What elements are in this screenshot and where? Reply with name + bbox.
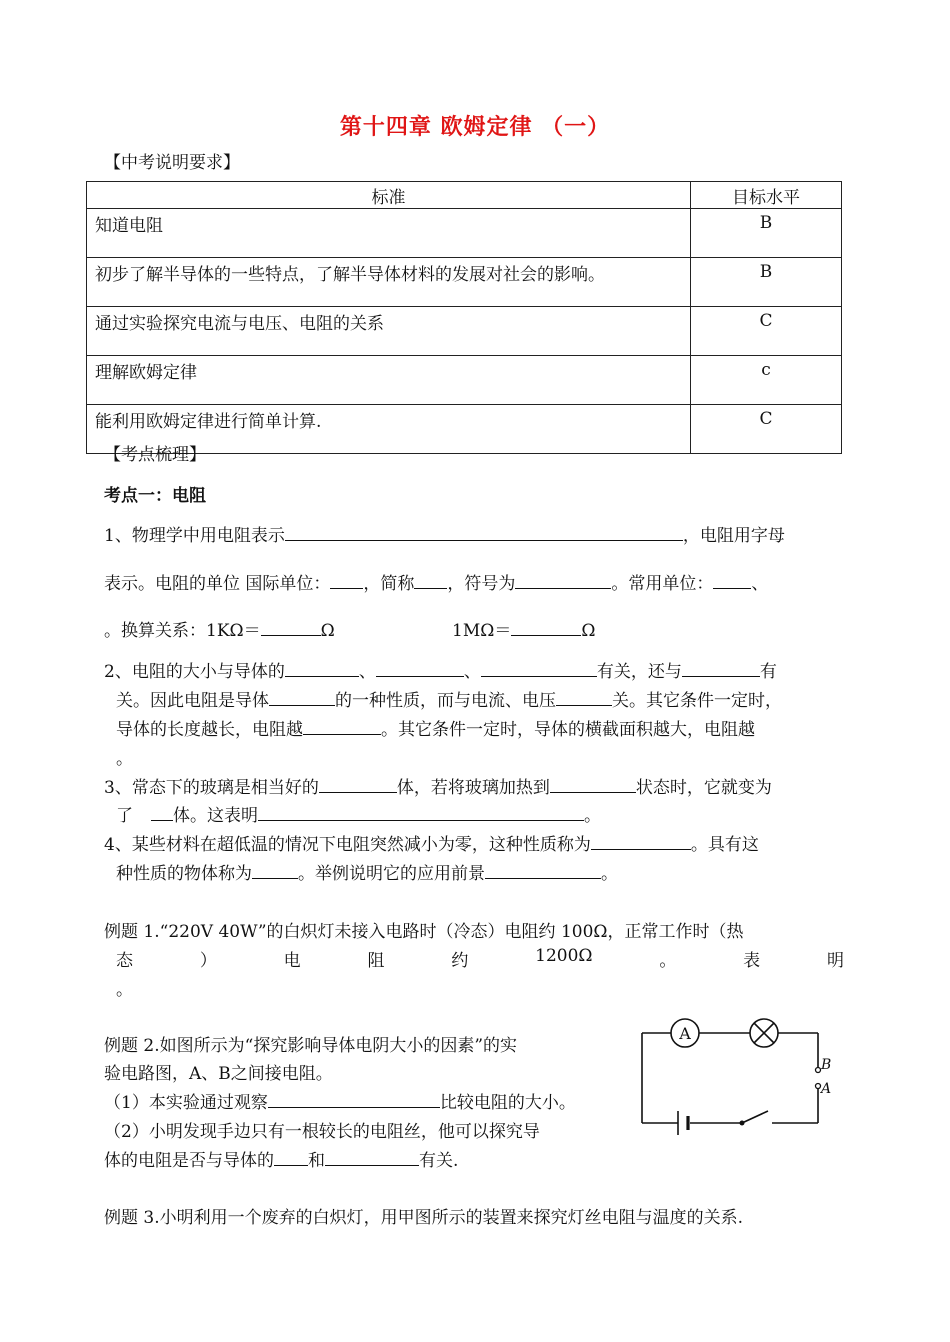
blank[interactable] — [556, 690, 612, 706]
q1-line3b: 1MΩ＝ Ω — [452, 621, 596, 641]
ex2-line5: 体的电阻是否与导体的 和 有关. — [104, 1151, 459, 1171]
row-level: C — [691, 307, 842, 356]
blank[interactable] — [485, 863, 601, 879]
blank[interactable] — [376, 661, 464, 677]
table-row — [87, 258, 842, 307]
terminal-a-icon — [816, 1084, 821, 1089]
standards-table — [86, 181, 842, 454]
blank[interactable] — [330, 573, 363, 589]
q4-line1: 4、某些材料在超低温的情况下电阻突然减小为零，这种性质称为 。具有这 — [104, 835, 759, 855]
row-standard: 通过实验探究电流与电压、电阻的关系 — [87, 307, 691, 356]
ex2-line4: （2）小明发现手边只有一根较长的电阻丝，他可以探究导 — [104, 1122, 540, 1142]
blank[interactable] — [269, 690, 335, 706]
blank[interactable] — [285, 661, 359, 677]
row-standard: 能利用欧姆定律进行简单计算. — [87, 405, 691, 454]
blank[interactable] — [261, 620, 321, 636]
blank[interactable] — [274, 1150, 308, 1166]
row-standard: 初步了解半导体的一些特点，了解半导体材料的发展对社会的影响。 — [87, 258, 691, 307]
ex3-line: 例题 3.小明利用一个废弃的白炽灯，用甲图所示的装置来探究灯丝电阻与温度的关系. — [104, 1208, 744, 1228]
switch-icon — [742, 1111, 768, 1123]
terminal-a-label: A — [821, 1081, 832, 1097]
q2-line4: 。 — [116, 749, 133, 769]
blank[interactable] — [303, 719, 381, 735]
blank[interactable] — [515, 573, 611, 589]
q3-line1: 3、常态下的玻璃是相当好的 体，若将玻璃加热到 状态时，它就变为 — [104, 778, 772, 798]
blank[interactable] — [319, 777, 397, 793]
blank[interactable] — [713, 573, 751, 589]
ex1-line2: 态 ） 电 阻 约 1200Ω 。 表 明 — [116, 946, 844, 971]
ex2-line1: 例题 2.如图所示为“探究影响导体电阴大小的因素”的实 — [104, 1036, 518, 1056]
blank[interactable] — [151, 805, 173, 821]
table-row — [87, 356, 842, 405]
row-level: c — [691, 356, 842, 405]
blank[interactable] — [481, 661, 597, 677]
table-header-row — [87, 182, 842, 209]
ex2-line2: 验电路图，A、B之间接电阻。 — [104, 1064, 333, 1084]
circuit-diagram — [630, 1010, 840, 1145]
blank[interactable] — [258, 805, 584, 821]
q4-line2: 种性质的物体称为 。举例说明它的应用前景 。 — [116, 864, 618, 884]
ex2-line3: （1）本实验通过观察 比较电阻的大小。 — [104, 1093, 576, 1113]
q1-line1: 1、物理学中用电阻表示 ，电阻用字母 — [104, 526, 785, 546]
row-standard: 理解欧姆定律 — [87, 356, 691, 405]
point1-title: 考点一：电阻 — [104, 486, 206, 506]
blank[interactable] — [511, 620, 581, 636]
blank[interactable] — [268, 1092, 440, 1108]
q2-line3: 导体的长度越长，电阻越 。其它条件一定时，导体的横截面积越大，电阻越 — [116, 720, 755, 740]
blank[interactable] — [252, 863, 298, 879]
table-row — [87, 307, 842, 356]
row-level: B — [691, 209, 842, 258]
terminal-b-icon — [816, 1068, 821, 1073]
blank[interactable] — [414, 573, 447, 589]
q1-line2: 表示。电阻的单位 国际单位： ，简称 ，符号为 。常用单位： 、 — [104, 574, 769, 594]
blank[interactable] — [325, 1150, 419, 1166]
terminal-b-label: B — [821, 1057, 832, 1073]
row-level: C — [691, 405, 842, 454]
page-title: 第十四章 欧姆定律 （一） — [339, 115, 611, 140]
q2-line1: 2、电阻的大小与导体的 、 、 有关，还与 有 — [104, 662, 777, 682]
ex1-line1: 例题 1.“220V 40W”的白炽灯未接入电路时（冷态）电阻约 100Ω，正常工作时（热 — [104, 922, 744, 942]
q2-line2: 关。因此电阻是导体 的一种性质，而与电流、电压 关。其它条件一定时， — [116, 691, 782, 711]
table-row — [87, 209, 842, 258]
row-level: B — [691, 258, 842, 307]
blank[interactable] — [285, 525, 683, 541]
ammeter-label: A — [679, 1024, 691, 1043]
requirements-heading: 【中考说明要求】 — [104, 153, 240, 173]
q1-line3: 。换算关系：1KΩ＝ Ω — [104, 621, 335, 641]
q3-line2: 了 体。这表明 。 — [116, 806, 601, 826]
blank[interactable] — [591, 834, 691, 850]
points-heading: 【考点梳理】 — [104, 445, 206, 465]
row-standard: 知道电阻 — [87, 209, 691, 258]
header-level: 目标水平 — [691, 182, 842, 209]
blank[interactable] — [682, 661, 760, 677]
ex1-line3: 。 — [116, 980, 133, 1000]
blank[interactable] — [550, 777, 636, 793]
header-standard: 标准 — [87, 182, 691, 209]
